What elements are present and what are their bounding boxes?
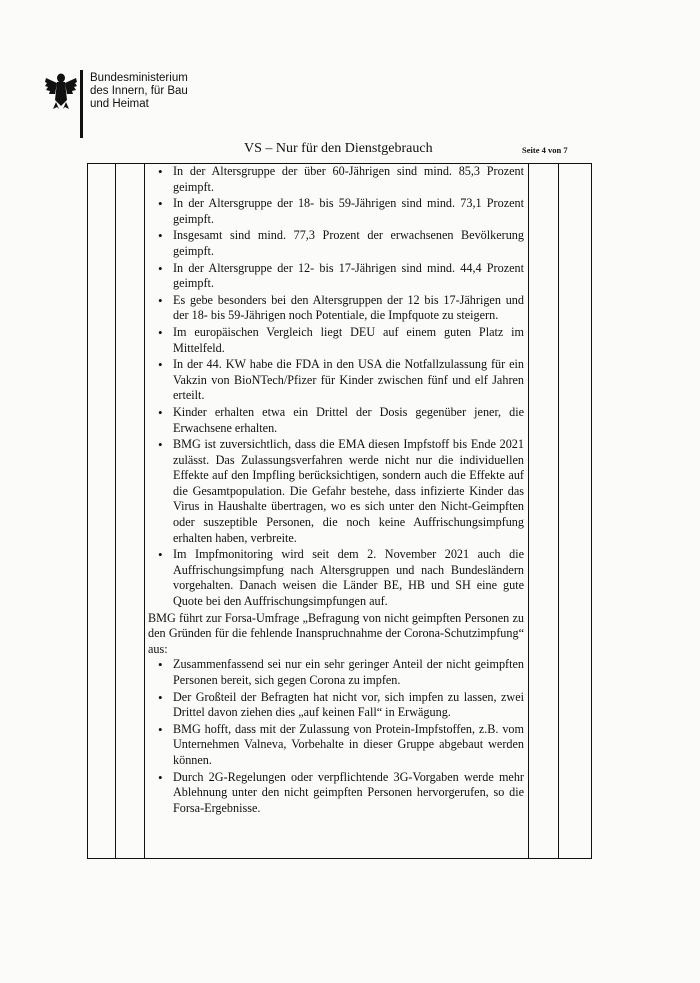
ministry-line-3: und Heimat: [90, 98, 149, 110]
list-item: • In der Altersgruppe der über 60-Jährigen sind mind. 85,3 Prozent geimpft.: [148, 164, 524, 195]
ministry-name: [90, 72, 188, 111]
eagle-icon: [44, 70, 78, 110]
list-item: • Kinder erhalten etwa ein Drittel der Dosis gegenüber jener, die Erwachsene erhalten.: [148, 405, 524, 436]
table-content-cell: [148, 164, 524, 817]
list-item: • Es gebe besonders bei den Altersgruppen der 12 bis 17-Jährigen und der 18- bis 59-Jährigen noch Potentiale, die Impfquote zu steigern.: [148, 293, 524, 324]
list-item: • BMG ist zuversichtlich, dass die EMA diesen Impfstoff bis Ende 2021 zulässt. Das Zulassungsverfahren werde nicht nur die individuellen Effekte auf den Impfling berücksichtigen, sondern auch die Effekte auf die Gesamtpopulation. Die Gefahr bestehe, dass infizierte Kinder das Virus in Haushalte übertragen, wo es sich unter den Nicht-Geimpften oder suszeptible Personen, die noch keine Auffrischungsimpfung erhalten haben, verbreite.: [148, 437, 524, 546]
list-item: • Durch 2G-Regelungen oder verpflichtende 3G-Vorgaben werde mehr Ablehnung unter den nicht geimpften Personen hervorgerufen, so die Forsa-Ergebnisse.: [148, 770, 524, 817]
list-item: • In der Altersgruppe der 12- bis 17-Jährigen sind mind. 44,4 Prozent geimpft.: [148, 261, 524, 292]
column-divider: [115, 164, 116, 858]
header-divider-bar: [80, 70, 83, 138]
list-item: • BMG hofft, dass mit der Zulassung von Protein-Impfstoffen, z.B. vom Unternehmen Valneva, Vorbehalte in dieser Gruppe abgebaut werden können.: [148, 722, 524, 769]
forsa-intro-paragraph: BMG führt zur Forsa-Umfrage „Befragung von nicht geimpften Personen zu den Gründen für die fehlende Inanspruchnahme der Corona-Schutzimpfung“ aus:: [148, 610, 524, 656]
bullet-list-vaccination: [148, 164, 524, 610]
list-item: • Im Impfmonitoring wird seit dem 2. November 2021 auch die Auffrischungsimpfung nach Altersgruppen und nach Bundesländern vorgehalten. Danach weisen die Länder BE, HB und SH eine gute Quote bei den Auffrischungsimpfungen auf.: [148, 547, 524, 609]
classification-label: VS – Nur für den Dienstgebrauch: [244, 141, 433, 156]
column-divider: [528, 164, 529, 858]
list-item: • In der Altersgruppe der 18- bis 59-Jährigen sind mind. 73,1 Prozent geimpft.: [148, 196, 524, 227]
list-item: • Im europäischen Vergleich liegt DEU auf einem guten Platz im Mittelfeld.: [148, 325, 524, 356]
column-divider: [558, 164, 559, 858]
bullet-list-forsa: [148, 657, 524, 816]
list-item: • In der 44. KW habe die FDA in den USA die Notfallzulassung für ein Vakzin von BioNTech/Pfizer für Kinder zwischen fünf und elf Jahren erteilt.: [148, 357, 524, 404]
federal-eagle-logo: [44, 70, 78, 110]
list-item: • Zusammenfassend sei nur ein sehr geringer Anteil der nicht geimpften Personen bereit, sich gegen Corona zu impfen.: [148, 657, 524, 688]
ministry-line-2: des Innern, für Bau: [90, 85, 188, 97]
page-number: Seite 4 von 7: [522, 145, 568, 155]
list-item: • Der Großteil der Befragten hat nicht vor, sich impfen zu lassen, zwei Drittel davon ziehen dies „auf keinen Fall“ in Erwägung.: [148, 690, 524, 721]
list-item: • Insgesamt sind mind. 77,3 Prozent der erwachsenen Bevölkerung geimpft.: [148, 228, 524, 259]
minutes-table: [87, 163, 592, 859]
ministry-line-1: Bundesministerium: [90, 72, 188, 84]
column-divider: [144, 164, 145, 858]
